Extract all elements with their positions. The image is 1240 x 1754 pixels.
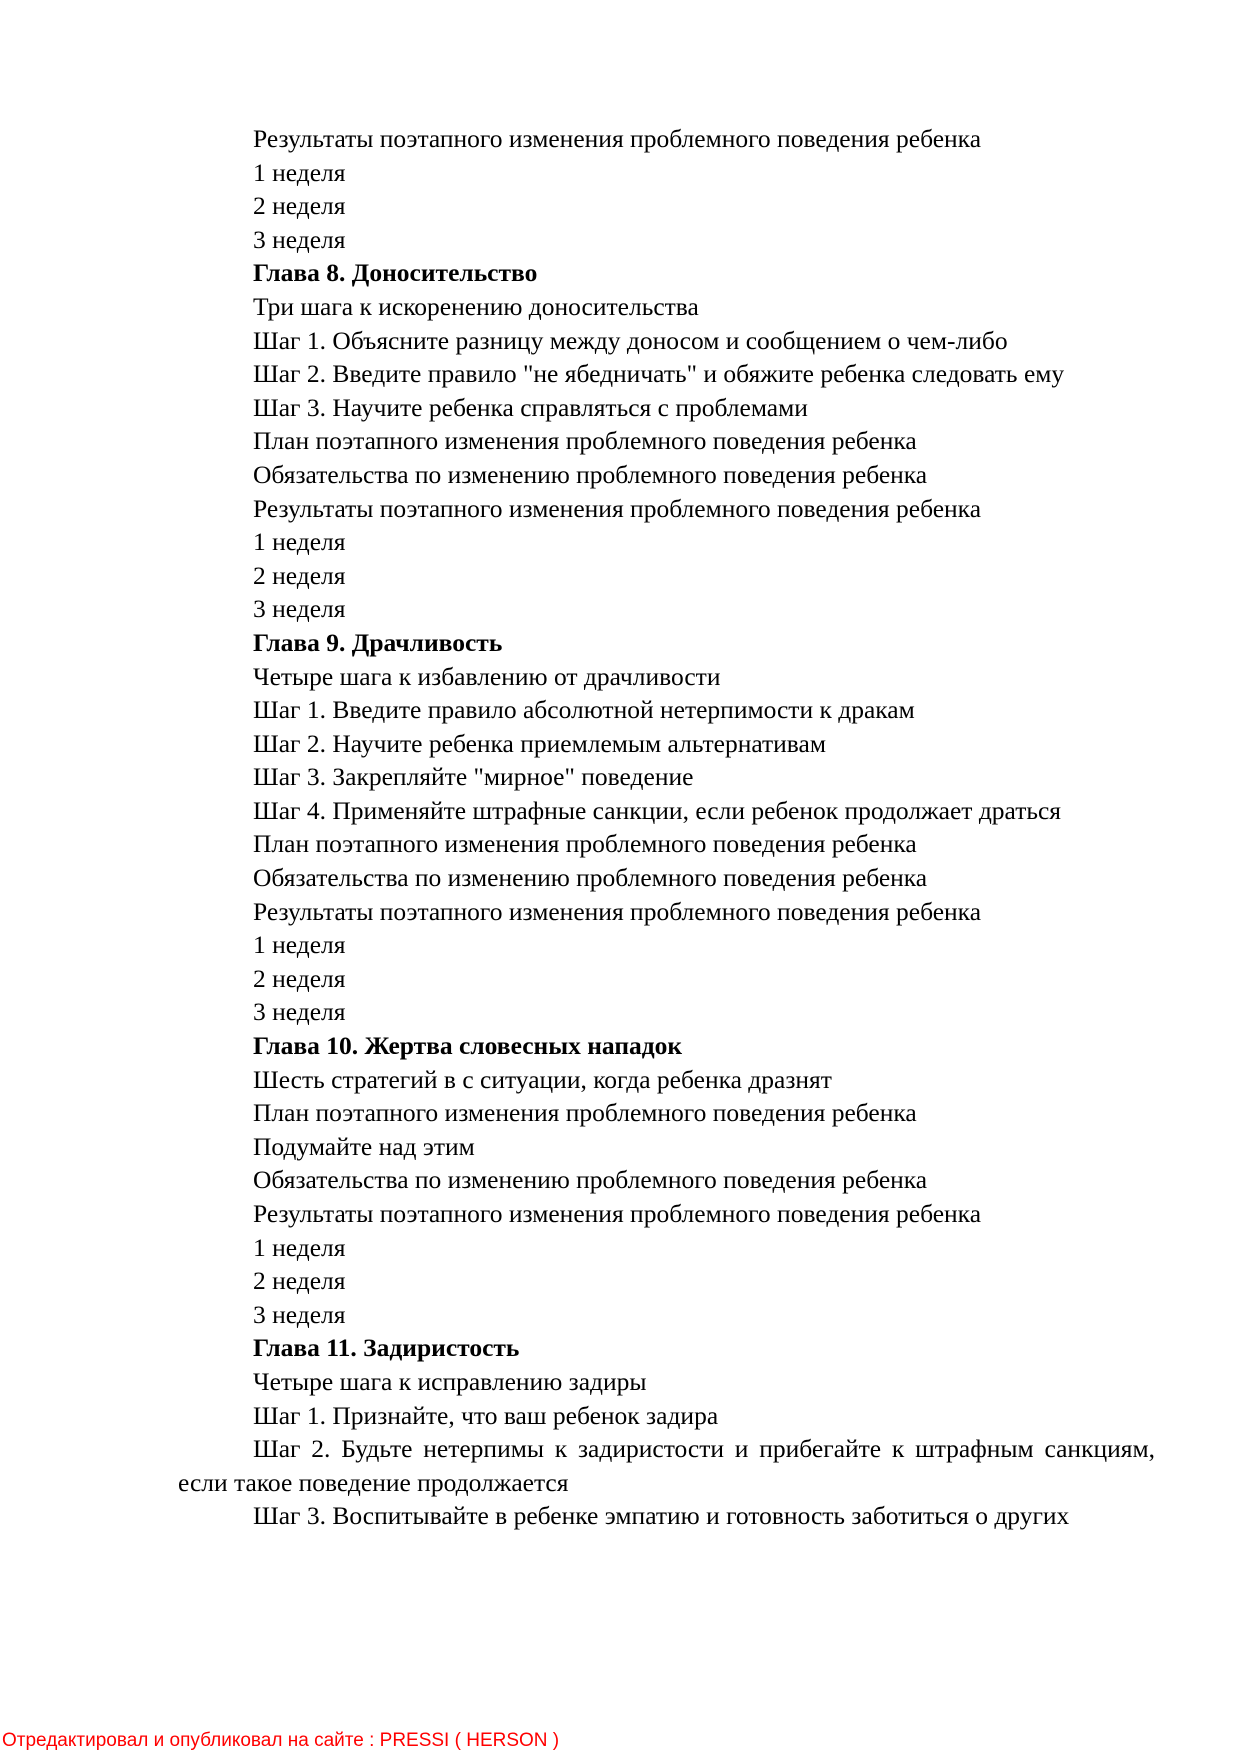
toc-line: План поэтапного изменения проблемного поведения ребенка	[253, 426, 917, 456]
toc-line: 3 неделя	[253, 224, 346, 254]
footer-credit: Отредактировал и опубликовал на сайте : PRESSI ( HERSON )	[2, 1730, 560, 1751]
toc-line: 1 неделя	[253, 1232, 346, 1262]
toc-line: Результаты поэтапного изменения проблемного поведения ребенка	[253, 1199, 982, 1228]
toc-line: Четыре шага к исправлению задиры	[253, 1366, 647, 1396]
toc-line: Шаг 1. Введите правило абсолютной нетерпимости к дракам	[253, 695, 915, 725]
toc-paragraph: Шаг 2. Введите правило "не ябедничать" и обяжите ребенка следовать ему	[253, 359, 1065, 389]
toc-line: Результаты поэтапного изменения проблемного поведения ребенка	[253, 896, 982, 926]
toc-line: 2 неделя	[253, 191, 346, 221]
toc-line: План поэтапного изменения проблемного поведения ребенка	[253, 829, 917, 859]
toc-line: Шаг 1. Признайте, что ваш ребенок задира	[253, 1400, 719, 1430]
toc-line: 2 неделя	[253, 963, 346, 993]
toc-line: Результаты поэтапного изменения проблемного поведения ребенка	[253, 124, 982, 153]
toc-line: Шаг 3. Научите ребенка справляться с проблемами	[253, 392, 808, 422]
toc-line: Четыре шага к избавлению от драчливости	[253, 661, 721, 691]
toc-line: 3 неделя	[253, 594, 346, 624]
toc-line: 3 неделя	[253, 997, 346, 1027]
toc-paragraph: Шаг 3. Воспитывайте в ребенке эмпатию и готовность заботиться о других	[253, 1501, 1070, 1531]
toc-line: Три шага к искоренению доносительства	[253, 291, 699, 321]
chapter-heading: Глава 11. Задиристость	[253, 1333, 520, 1363]
toc-line: 1 неделя	[253, 157, 346, 187]
chapter-heading: Глава 9. Драчливость	[253, 627, 503, 657]
toc-line: 1 неделя	[253, 930, 346, 960]
toc-line: План поэтапного изменения проблемного поведения ребенка	[253, 1098, 917, 1128]
toc-line: Шаг 1. Объясните разницу между доносом и сообщением о чем-либо	[253, 325, 1008, 355]
toc-line: 2 неделя	[253, 1266, 346, 1296]
toc-line: 2 неделя	[253, 560, 346, 590]
toc-line: Шаг 2. Научите ребенка приемлемым альтернативам	[253, 728, 826, 758]
toc-paragraph: Шаг 4. Применяйте штрафные санкции, если ребенок продолжает драться	[253, 795, 1062, 825]
toc-line: 1 неделя	[253, 527, 346, 557]
toc-line: Результаты поэтапного изменения проблемного поведения ребенка	[253, 493, 982, 523]
toc-paragraph: Шаг 2. Будьте нетерпимы к задиристости и прибегайте к штрафным санкциям, если такое поведение продолжается	[178, 1434, 1155, 1497]
chapter-heading: Глава 8. Доносительство	[253, 258, 538, 288]
chapter-heading: Глава 10. Жертва словесных нападок	[253, 1031, 683, 1061]
toc-line: Подумайте над этим	[253, 1131, 475, 1161]
toc-line: Обязательства по изменению проблемного поведения ребенка	[253, 863, 928, 893]
toc-line: Шаг 3. Закрепляйте "мирное" поведение	[253, 762, 694, 792]
table-of-contents	[178, 122, 1155, 1533]
toc-line: Шесть стратегий в с ситуации, когда ребенка дразнят	[253, 1064, 832, 1094]
toc-line: 3 неделя	[253, 1299, 346, 1329]
toc-line: Обязательства по изменению проблемного поведения ребенка	[253, 1165, 928, 1195]
toc-line: Обязательства по изменению проблемного поведения ребенка	[253, 459, 928, 489]
